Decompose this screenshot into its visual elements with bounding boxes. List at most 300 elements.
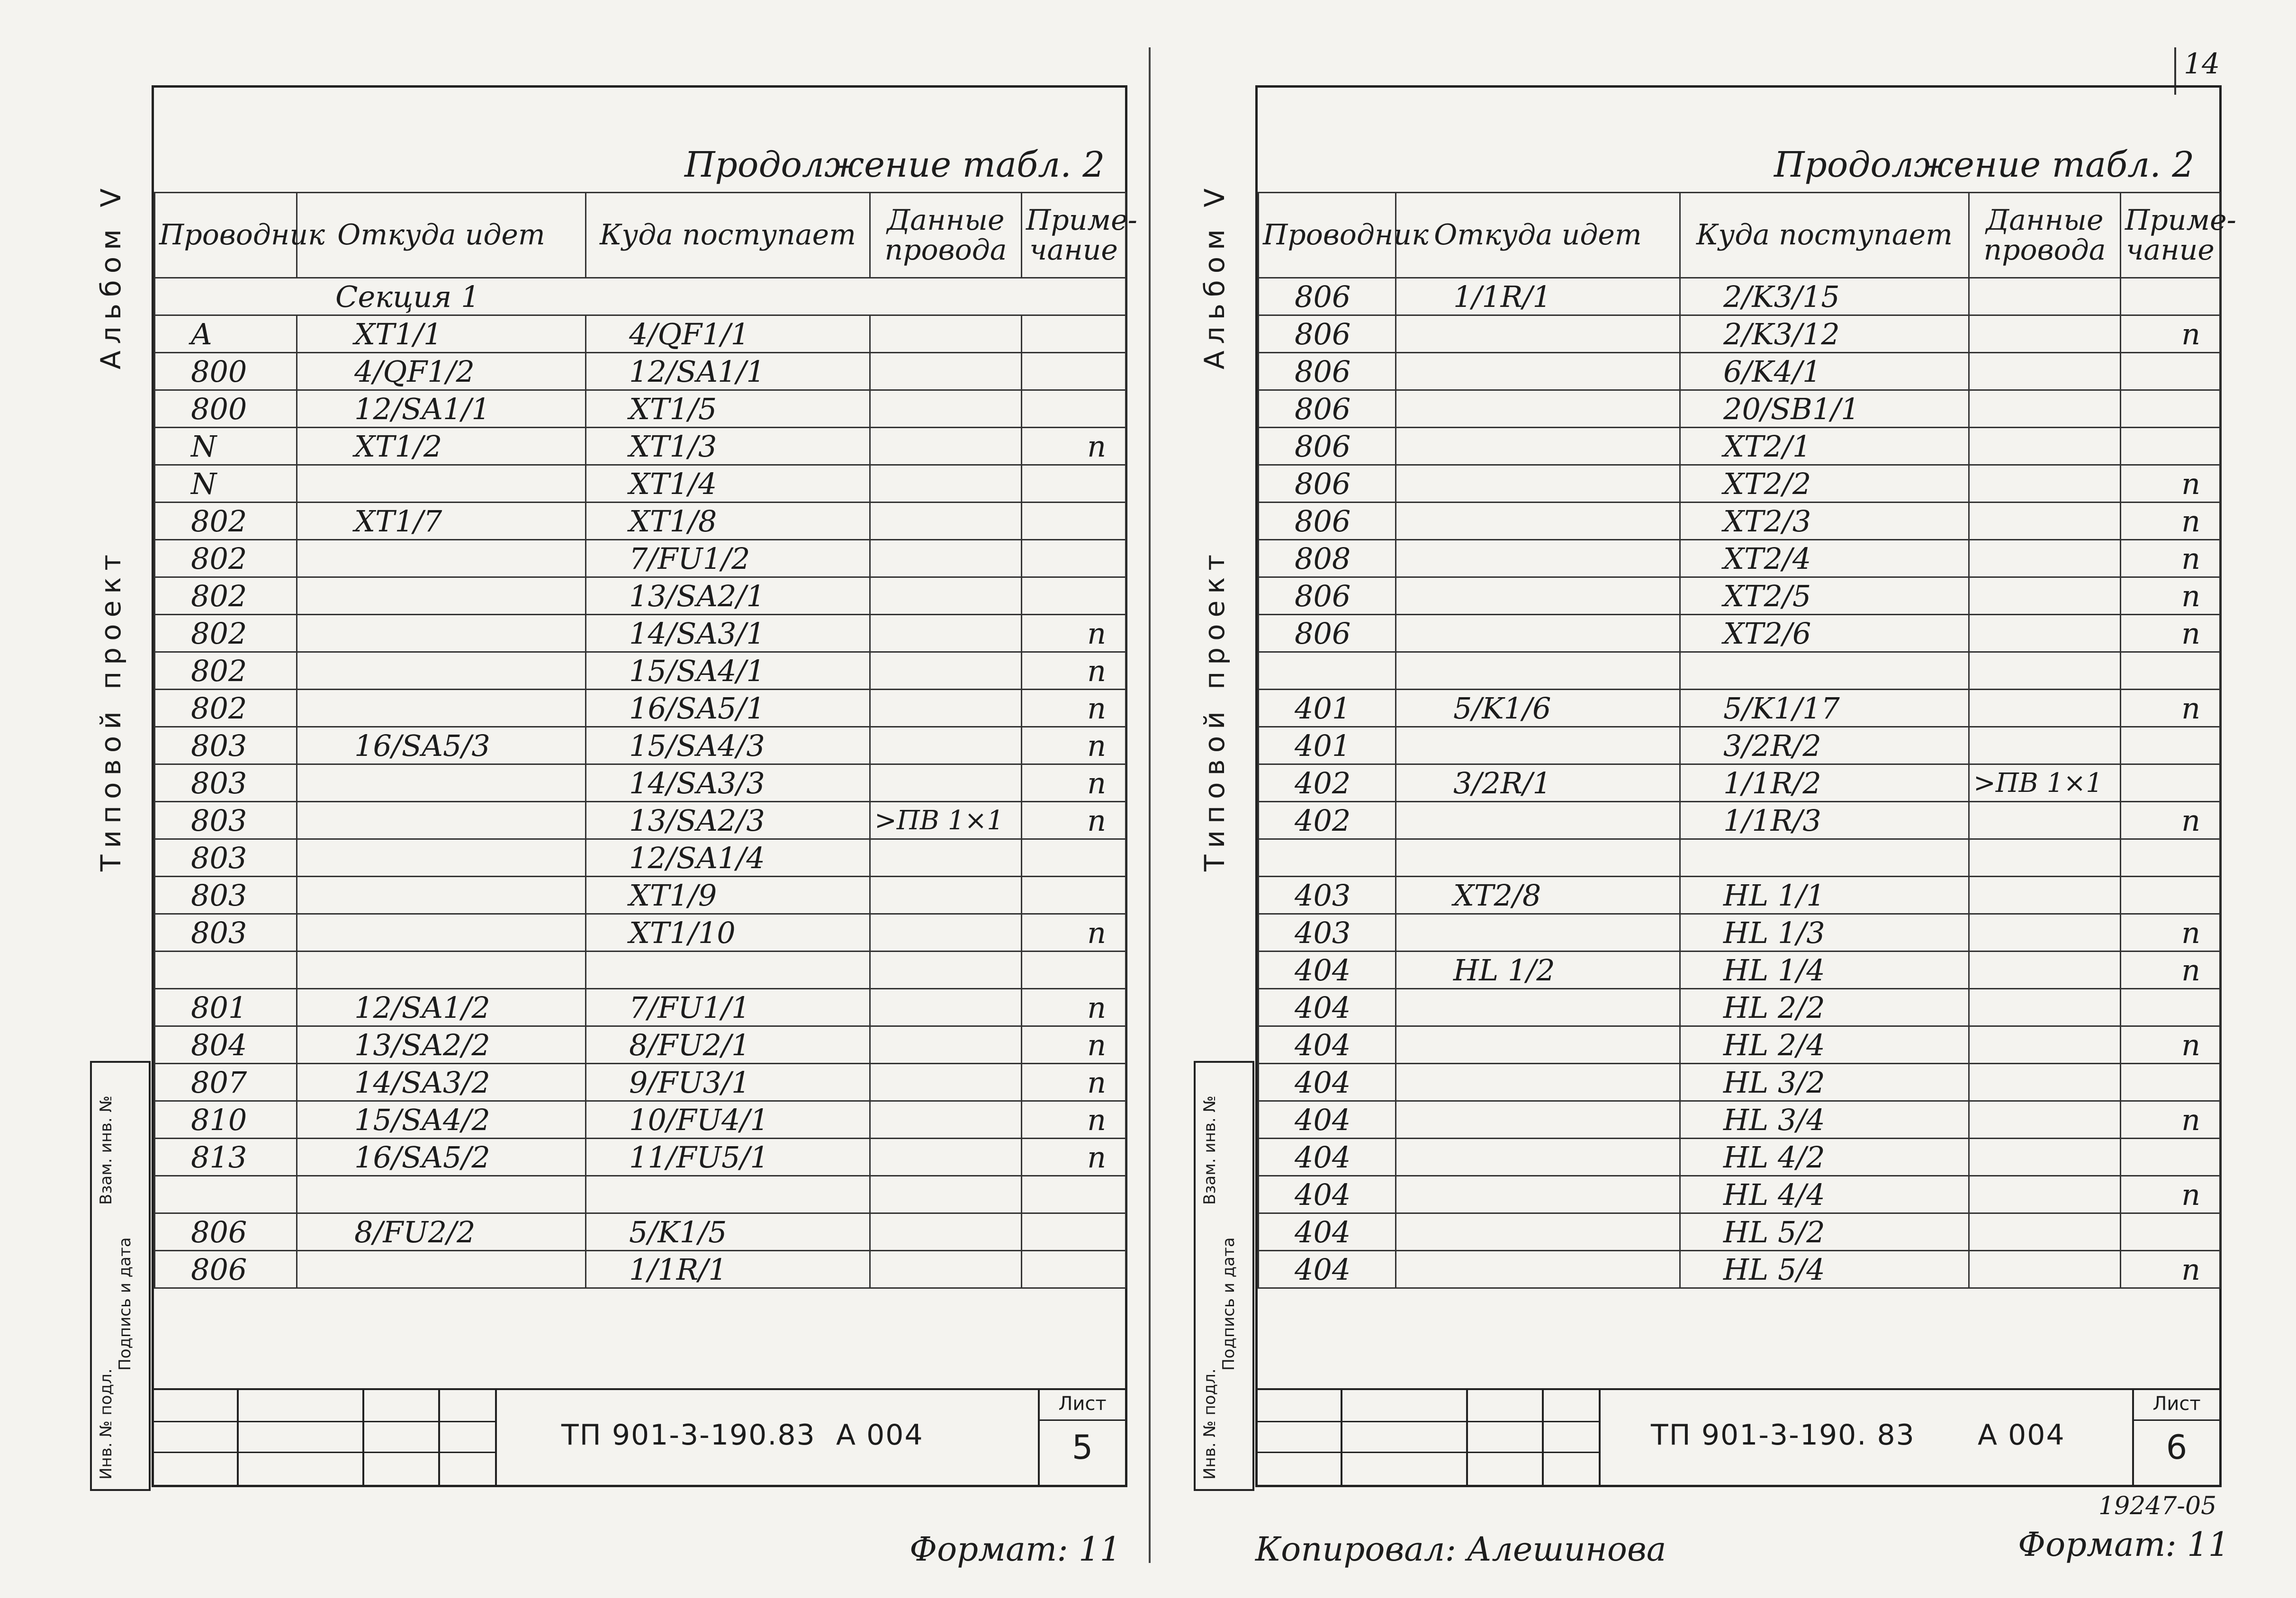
cell-to: HL 1/3	[1680, 914, 1969, 952]
cell-from	[1396, 1213, 1680, 1251]
cell-to: XT1/9	[586, 877, 870, 914]
cell-note: п	[1022, 428, 1126, 465]
cell-note: п	[2121, 315, 2220, 353]
cell-to: HL 2/4	[1680, 1026, 1969, 1064]
cell-note	[2121, 1139, 2220, 1176]
cell-to: XT1/3	[586, 428, 870, 465]
cell-wire-data	[870, 877, 1022, 914]
cell-note: п	[1022, 1101, 1126, 1139]
cell-note: п	[1022, 727, 1126, 764]
cell-wire: 403	[1259, 914, 1396, 952]
wire-table-right	[1258, 192, 2236, 1289]
cell-to: 12/SA1/1	[586, 353, 870, 390]
cell-to: 20/SB1/1	[1680, 390, 1969, 428]
cell-wire: 401	[1259, 727, 1396, 764]
cell-from	[1396, 1139, 1680, 1176]
cell-wire: 806	[1259, 315, 1396, 353]
cell-wire: 404	[1259, 1139, 1396, 1176]
cell-to: 14/SA3/3	[586, 764, 870, 802]
cell-from: 14/SA3/2	[297, 1064, 586, 1101]
cell-note	[1022, 952, 1126, 989]
cell-wire: 401	[1259, 690, 1396, 727]
cell-from	[1396, 615, 1680, 652]
copied-by: Копировал: Алешинова	[1255, 1530, 1666, 1569]
cell-to: 7/FU1/2	[586, 540, 870, 577]
cell-wire-data	[870, 315, 1022, 353]
cell-wire-data: >ПВ 1×1	[1969, 764, 2121, 802]
rows-left	[155, 315, 1126, 1288]
cell-to: 5/K1/17	[1680, 690, 1969, 727]
rows-right	[1259, 278, 2220, 1288]
cell-note: п	[2121, 952, 2220, 989]
cell-to: 13/SA2/3	[586, 802, 870, 839]
cell-wire	[1259, 652, 1396, 690]
cell-wire: 801	[155, 989, 297, 1026]
cell-from	[297, 577, 586, 615]
cell-wire-data	[870, 764, 1022, 802]
cell-note: п	[1022, 652, 1126, 690]
format-right: Формат: 11	[2018, 1525, 2230, 1564]
cell-wire: 404	[1259, 1064, 1396, 1101]
stamp-left-inv: Инв. № подл.	[97, 1368, 116, 1480]
cell-note: п	[1022, 1064, 1126, 1101]
cell-to: XT2/3	[1680, 503, 1969, 540]
cell-wire: 808	[1259, 540, 1396, 577]
cell-from	[297, 914, 586, 952]
cell-from: 5/K1/6	[1396, 690, 1680, 727]
cell-wire: 802	[155, 503, 297, 540]
stamp-left-sign: Подпись и дата	[116, 1237, 135, 1371]
cell-note: п	[2121, 914, 2220, 952]
cell-from	[297, 839, 586, 877]
cell-wire-data	[1969, 1139, 2121, 1176]
cell-from: XT1/2	[297, 428, 586, 465]
cell-wire-data	[1969, 989, 2121, 1026]
cell-from	[297, 1176, 586, 1213]
cell-from	[1396, 914, 1680, 952]
cell-wire-data	[1969, 353, 2121, 390]
cell-from	[1396, 353, 1680, 390]
cell-wire: N	[155, 428, 297, 465]
cell-wire: 806	[1259, 615, 1396, 652]
table-row	[1259, 877, 2220, 914]
cell-note	[2121, 1064, 2220, 1101]
cell-wire: 802	[155, 652, 297, 690]
cell-to: 5/K1/5	[586, 1213, 870, 1251]
cell-note	[1022, 315, 1126, 353]
cell-from: 15/SA4/2	[297, 1101, 586, 1139]
cell-note: п	[2121, 1101, 2220, 1139]
cell-wire-data	[1969, 1251, 2121, 1288]
cell-to: 12/SA1/4	[586, 839, 870, 877]
sheet-left	[152, 85, 1137, 1487]
cell-note	[2121, 1213, 2220, 1251]
cell-wire: 810	[155, 1101, 297, 1139]
cell-wire: 404	[1259, 1101, 1396, 1139]
cell-note: п	[2121, 1251, 2220, 1288]
cell-from	[1396, 503, 1680, 540]
cell-wire: 806	[1259, 390, 1396, 428]
cell-wire-data	[1969, 952, 2121, 989]
cell-from: XT2/8	[1396, 877, 1680, 914]
cell-note: п	[1022, 914, 1126, 952]
cell-to: 1/1R/3	[1680, 802, 1969, 839]
cell-wire-data	[1969, 839, 2121, 877]
table-row	[155, 952, 1126, 989]
cell-to: 14/SA3/1	[586, 615, 870, 652]
table-row	[1259, 727, 2220, 764]
cell-wire-data	[1969, 1101, 2121, 1139]
cell-wire: 802	[155, 690, 297, 727]
cell-to: 15/SA4/1	[586, 652, 870, 690]
cell-to: 16/SA5/1	[586, 690, 870, 727]
cell-wire-data	[1969, 690, 2121, 727]
cell-from	[297, 764, 586, 802]
col-header-from: Откуда идет	[1396, 193, 1680, 278]
cell-from	[297, 652, 586, 690]
cell-to: 2/K3/15	[1680, 278, 1969, 315]
cell-to	[586, 952, 870, 989]
table-row	[1259, 1139, 2220, 1176]
cell-to: XT1/5	[586, 390, 870, 428]
cell-note	[1022, 1213, 1126, 1251]
cell-wire-data	[870, 1101, 1022, 1139]
table-row	[1259, 465, 2220, 503]
table-row	[1259, 577, 2220, 615]
table-row	[155, 1176, 1126, 1213]
cell-wire-data	[1969, 727, 2121, 764]
cell-wire-data	[870, 914, 1022, 952]
cell-wire-data	[1969, 802, 2121, 839]
cell-from	[1396, 1251, 1680, 1288]
cell-from: XT1/1	[297, 315, 586, 353]
cell-from	[297, 465, 586, 503]
table-row	[1259, 1026, 2220, 1064]
table-row	[155, 652, 1126, 690]
cell-wire: 404	[1259, 952, 1396, 989]
cell-from: 8/FU2/2	[297, 1213, 586, 1251]
table-row	[155, 1213, 1126, 1251]
cell-wire: 402	[1259, 802, 1396, 839]
col-header-note: Приме-чание	[1022, 193, 1126, 278]
sheet-box-left	[1038, 1390, 1125, 1485]
col-header-wire: Проводник	[155, 193, 297, 278]
sheet-label-right: Лист	[2134, 1393, 2219, 1421]
cell-wire: N	[155, 465, 297, 503]
cell-note	[2121, 764, 2220, 802]
table-row	[155, 1139, 1126, 1176]
cell-wire-data	[1969, 1064, 2121, 1101]
table-row	[155, 615, 1126, 652]
cell-wire: 803	[155, 802, 297, 839]
table-row	[1259, 690, 2220, 727]
cell-wire: 806	[155, 1213, 297, 1251]
table-row	[1259, 503, 2220, 540]
cell-wire: 813	[155, 1139, 297, 1176]
col-header-wire-data: Данные провода	[1969, 193, 2121, 278]
table-row	[1259, 353, 2220, 390]
cell-wire	[155, 952, 297, 989]
cell-to: HL 1/4	[1680, 952, 1969, 989]
cell-to	[1680, 652, 1969, 690]
continuation-title-left: Продолжение табл. 2	[684, 144, 1105, 185]
cell-to: 4/QF1/1	[586, 315, 870, 353]
cell-wire-data	[870, 615, 1022, 652]
cell-to: 10/FU4/1	[586, 1101, 870, 1139]
cell-note	[1022, 1176, 1126, 1213]
cell-to: XT1/8	[586, 503, 870, 540]
cell-wire-data	[870, 690, 1022, 727]
cell-wire: 806	[1259, 577, 1396, 615]
col-header-to: Куда поступает	[586, 193, 870, 278]
stamp-right-replace: Взам. инв. №	[1200, 1095, 1219, 1205]
doc-code-left: ТП 901-3-190.83	[561, 1418, 816, 1452]
cell-from	[297, 1251, 586, 1288]
wire-table-left	[154, 192, 1137, 1289]
cell-wire-data	[1969, 914, 2121, 952]
cell-wire-data	[870, 1251, 1022, 1288]
doc-code-right: ТП 901-3-190. 83	[1651, 1418, 1915, 1452]
cell-from: 1/1R/1	[1396, 278, 1680, 315]
cell-wire-data	[1969, 540, 2121, 577]
cell-note	[1022, 503, 1126, 540]
cell-from	[297, 690, 586, 727]
table-row	[1259, 278, 2220, 315]
cell-to: HL 4/2	[1680, 1139, 1969, 1176]
cell-note: п	[1022, 764, 1126, 802]
cell-wire-data	[1969, 1213, 2121, 1251]
cell-wire-data	[870, 989, 1022, 1026]
stamp-left-replace: Взам. инв. №	[97, 1095, 116, 1205]
table-header	[155, 193, 1126, 278]
cell-to: 2/K3/12	[1680, 315, 1969, 353]
table-row	[1259, 839, 2220, 877]
cell-wire-data: >ПВ 1×1	[870, 802, 1022, 839]
cell-note: п	[2121, 465, 2220, 503]
cell-from: 12/SA1/1	[297, 390, 586, 428]
cell-note	[2121, 839, 2220, 877]
cell-to: XT2/1	[1680, 428, 1969, 465]
cell-to: XT2/2	[1680, 465, 1969, 503]
cell-wire: 804	[155, 1026, 297, 1064]
cell-from	[1396, 465, 1680, 503]
cell-note	[2121, 727, 2220, 764]
cell-wire-data	[1969, 577, 2121, 615]
table-row	[1259, 1213, 2220, 1251]
cell-to: 11/FU5/1	[586, 1139, 870, 1176]
cell-note	[2121, 390, 2220, 428]
sidebar-album-right: Альбом V	[1198, 181, 1231, 369]
cell-from	[1396, 577, 1680, 615]
cell-to: XT2/5	[1680, 577, 1969, 615]
table-header	[1259, 193, 2220, 278]
cell-note: п	[1022, 1026, 1126, 1064]
table-row	[155, 877, 1126, 914]
cell-wire: 404	[1259, 1251, 1396, 1288]
col-header-wire: Проводник	[1259, 193, 1396, 278]
cell-to: XT1/4	[586, 465, 870, 503]
cell-note	[2121, 989, 2220, 1026]
cell-from	[1396, 540, 1680, 577]
cell-wire: 803	[155, 727, 297, 764]
cell-from	[297, 877, 586, 914]
cell-note: п	[2121, 1176, 2220, 1213]
cell-to: 3/2R/2	[1680, 727, 1969, 764]
cell-wire: 800	[155, 353, 297, 390]
cell-from	[1396, 1176, 1680, 1213]
table-row	[155, 465, 1126, 503]
stamp-right	[1194, 1061, 1254, 1491]
cell-wire-data	[870, 465, 1022, 503]
cell-from: 13/SA2/2	[297, 1026, 586, 1064]
table-row	[155, 764, 1126, 802]
page-divider	[1149, 47, 1151, 1563]
table-row	[1259, 428, 2220, 465]
table-row	[1259, 540, 2220, 577]
cell-from	[1396, 315, 1680, 353]
cell-note: п	[1022, 1139, 1126, 1176]
table-row	[155, 989, 1126, 1026]
table-row	[155, 802, 1126, 839]
stamp-left	[90, 1061, 151, 1491]
cell-to: HL 5/2	[1680, 1213, 1969, 1251]
cell-to: 1/1R/1	[586, 1251, 870, 1288]
sheet-label-left: Лист	[1040, 1393, 1125, 1421]
cell-wire: A	[155, 315, 297, 353]
cell-note: п	[2121, 577, 2220, 615]
table-row	[155, 390, 1126, 428]
title-block-left	[154, 1388, 1125, 1485]
cell-to: XT1/10	[586, 914, 870, 952]
cell-wire-data	[1969, 877, 2121, 914]
cell-from	[1396, 802, 1680, 839]
table-row	[155, 1251, 1126, 1288]
cell-from: 16/SA5/3	[297, 727, 586, 764]
cell-note: п	[1022, 989, 1126, 1026]
cell-wire: 803	[155, 914, 297, 952]
cell-to: 8/FU2/1	[586, 1026, 870, 1064]
cell-from	[1396, 727, 1680, 764]
cell-wire-data	[870, 727, 1022, 764]
table-row	[155, 540, 1126, 577]
cell-wire-data	[1969, 1026, 2121, 1064]
section-row	[155, 278, 1126, 315]
sidebar-project-right: Типовой проект	[1198, 548, 1231, 871]
sheet-number-right: 6	[2166, 1428, 2188, 1467]
cell-note	[1022, 839, 1126, 877]
cell-note: п	[2121, 690, 2220, 727]
cell-note	[1022, 465, 1126, 503]
cell-wire-data	[870, 503, 1022, 540]
table-row	[1259, 1251, 2220, 1288]
cell-wire: 806	[1259, 278, 1396, 315]
cell-from: 3/2R/1	[1396, 764, 1680, 802]
table-row	[1259, 802, 2220, 839]
cell-wire	[155, 1176, 297, 1213]
cell-note: п	[2121, 503, 2220, 540]
cell-wire: 806	[155, 1251, 297, 1288]
table-row	[155, 914, 1126, 952]
cell-note: п	[2121, 1026, 2220, 1064]
sheet-number-left: 5	[1071, 1428, 1093, 1467]
cell-to: 15/SA4/3	[586, 727, 870, 764]
table-row	[1259, 390, 2220, 428]
table-row	[155, 428, 1126, 465]
cell-wire	[1259, 839, 1396, 877]
page-number: 14	[2184, 47, 2220, 81]
cell-from: XT1/7	[297, 503, 586, 540]
cell-to: 1/1R/2	[1680, 764, 1969, 802]
cell-from: 4/QF1/2	[297, 353, 586, 390]
cell-from: 12/SA1/2	[297, 989, 586, 1026]
cell-wire-data	[870, 1139, 1022, 1176]
cell-wire-data	[870, 952, 1022, 989]
cell-from	[297, 802, 586, 839]
cell-note	[1022, 353, 1126, 390]
cell-wire-data	[870, 1064, 1022, 1101]
continuation-title-right: Продолжение табл. 2	[1774, 144, 2195, 185]
cell-wire-data	[870, 1213, 1022, 1251]
cell-wire: 806	[1259, 465, 1396, 503]
cell-note	[1022, 577, 1126, 615]
cell-note	[2121, 877, 2220, 914]
cell-note	[1022, 390, 1126, 428]
cell-note: п	[1022, 802, 1126, 839]
cell-to: HL 4/4	[1680, 1176, 1969, 1213]
cell-wire-data	[1969, 428, 2121, 465]
sidebar-album-left: Альбом V	[95, 181, 127, 369]
cell-wire: 802	[155, 540, 297, 577]
cell-to: 13/SA2/1	[586, 577, 870, 615]
cell-wire-data	[870, 1026, 1022, 1064]
table-row	[1259, 1064, 2220, 1101]
table-row	[155, 503, 1126, 540]
cell-to: HL 5/4	[1680, 1251, 1969, 1288]
cell-note	[1022, 540, 1126, 577]
cell-wire-data	[870, 428, 1022, 465]
cell-from	[297, 615, 586, 652]
table-row	[1259, 952, 2220, 989]
cell-wire: 806	[1259, 503, 1396, 540]
col-header-note: Приме-чание	[2121, 193, 2220, 278]
table-row	[1259, 315, 2220, 353]
table-row	[1259, 914, 2220, 952]
cell-wire-data	[1969, 503, 2121, 540]
cell-to: XT2/4	[1680, 540, 1969, 577]
cell-from	[1396, 1026, 1680, 1064]
cell-wire: 404	[1259, 1176, 1396, 1213]
col-header-to: Куда поступает	[1680, 193, 1969, 278]
cell-wire: 802	[155, 577, 297, 615]
cell-from: 16/SA5/2	[297, 1139, 586, 1176]
cell-to: HL 3/2	[1680, 1064, 1969, 1101]
table-row	[1259, 1176, 2220, 1213]
cell-to: XT2/6	[1680, 615, 1969, 652]
col-header-wire-data: Данные провода	[870, 193, 1022, 278]
cell-note	[2121, 652, 2220, 690]
cell-wire: 404	[1259, 989, 1396, 1026]
cell-wire-data	[1969, 1176, 2121, 1213]
cell-from	[1396, 989, 1680, 1026]
cell-wire-data	[870, 652, 1022, 690]
stamp-right-inv: Инв. № подл.	[1200, 1368, 1219, 1480]
cell-wire: 803	[155, 764, 297, 802]
cell-note	[2121, 278, 2220, 315]
cell-wire: 403	[1259, 877, 1396, 914]
cell-note: п	[1022, 615, 1126, 652]
cell-note	[2121, 353, 2220, 390]
cell-wire-data	[1969, 278, 2121, 315]
